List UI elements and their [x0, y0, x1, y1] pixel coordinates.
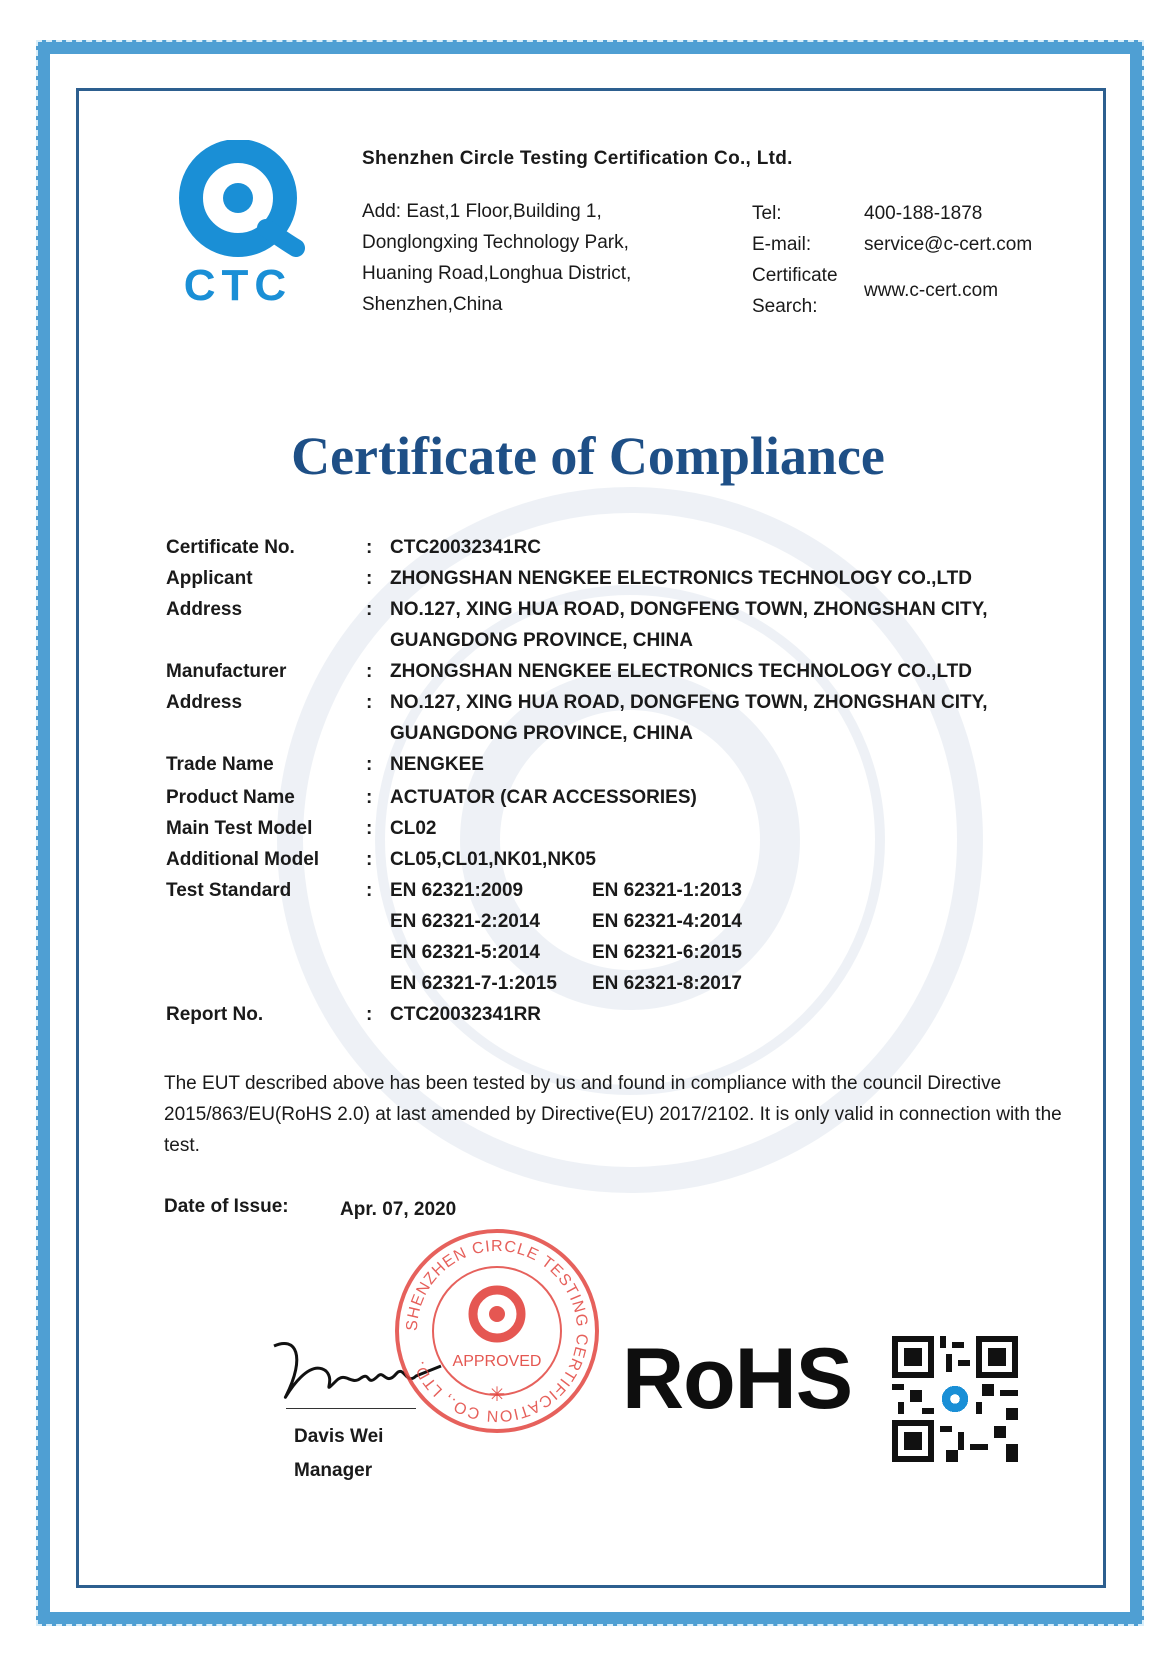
- field-value: ZHONGSHAN NENGKEE ELECTRONICS TECHNOLOGY CO.,LTD: [390, 661, 972, 682]
- field-colon: :: [366, 599, 373, 620]
- svg-text:✳: ✳: [488, 1384, 506, 1406]
- field-label: Product Name: [166, 787, 295, 808]
- field-colon: :: [366, 537, 373, 558]
- contact-labels: [752, 198, 838, 322]
- address-line: Add: East,1 Floor,Building 1,: [362, 201, 602, 222]
- field-value: CL02: [390, 818, 437, 839]
- field-value: NO.127, XING HUA ROAD, DONGFENG TOWN, ZHONGSHAN CITY,: [390, 599, 988, 620]
- seal-text: SHENZHEN CIRCLE TESTING CERTIFICATION CO., LTD.: [403, 1237, 591, 1425]
- company-address: [362, 196, 631, 320]
- seal-approved-text: APPROVED: [452, 1353, 542, 1370]
- field-value: NO.127, XING HUA ROAD, DONGFENG TOWN, ZHONGSHAN CITY,: [390, 692, 988, 713]
- contact-values: [864, 198, 1032, 306]
- email-label: E-mail:: [752, 234, 812, 255]
- field-label: Additional Model: [166, 849, 320, 870]
- field-label: Address: [166, 599, 243, 620]
- test-standard: EN 62321-8:2017: [592, 973, 742, 994]
- approval-seal-icon: [392, 1226, 602, 1436]
- test-standard: EN 62321-4:2014: [592, 911, 742, 932]
- field-colon: :: [366, 692, 373, 713]
- test-standard: EN 62321-7-1:2015: [390, 973, 557, 994]
- signatory-name: Davis Wei: [294, 1426, 384, 1447]
- email-link[interactable]: service@c-cert.com: [864, 234, 1033, 255]
- test-standard: EN 62321-2:2014: [390, 911, 540, 932]
- test-standard: EN 62321:2009: [390, 880, 524, 901]
- ctc-logo-icon: [178, 140, 308, 310]
- compliance-statement: The EUT described above has been tested by us and found in compliance with the council Directive 2015/863/EU(RoHS 2.0) at last amended by Directive(EU) 2017/2102. It is only valid in connection with the test.: [164, 1073, 1062, 1156]
- field-colon: :: [366, 568, 373, 589]
- field-label: Test Standard: [166, 880, 292, 901]
- field-value: CL05,CL01,NK01,NK05: [390, 849, 596, 870]
- field-value-cont: GUANGDONG PROVINCE, CHINA: [390, 630, 693, 651]
- signatory-title: Manager: [294, 1460, 373, 1481]
- date-of-issue-label: Date of Issue:: [164, 1196, 289, 1217]
- field-label: Manufacturer: [166, 661, 287, 682]
- field-colon: :: [366, 849, 373, 870]
- field-colon: :: [366, 880, 373, 901]
- company-name: Shenzhen Circle Testing Certification Co., Ltd.: [362, 148, 793, 169]
- field-value: ACTUATOR (CAR ACCESSORIES): [390, 787, 697, 808]
- address-line: Shenzhen,China: [362, 294, 503, 315]
- certificate-title: Certificate of Compliance: [291, 426, 885, 486]
- field-colon: :: [366, 1004, 373, 1025]
- field-value: ZHONGSHAN NENGKEE ELECTRONICS TECHNOLOGY CO.,LTD: [390, 568, 972, 589]
- field-label: Certificate No.: [166, 537, 295, 558]
- field-colon: :: [366, 754, 373, 775]
- tel-value: 400-188-1878: [864, 203, 983, 224]
- field-value: NENGKEE: [390, 754, 484, 775]
- signatory: [294, 1420, 383, 1488]
- logo-text: CTC: [183, 261, 293, 310]
- rohs-mark: RoHS: [622, 1331, 853, 1427]
- field-label: Applicant: [166, 568, 253, 589]
- field-label: Address: [166, 692, 243, 713]
- tel-label: Tel:: [752, 203, 782, 224]
- address-line: Donglongxing Technology Park,: [362, 232, 629, 253]
- search-label-cont: Search:: [752, 296, 818, 317]
- field-value: CTC20032341RC: [390, 537, 542, 558]
- qr-code-icon[interactable]: [892, 1336, 1018, 1462]
- search-label: Certificate: [752, 265, 838, 286]
- field-label: Trade Name: [166, 754, 274, 775]
- date-of-issue-value: Apr. 07, 2020: [340, 1199, 457, 1220]
- field-value: CTC20032341RR: [390, 1004, 542, 1025]
- field-label: Report No.: [166, 1004, 264, 1025]
- field-colon: :: [366, 787, 373, 808]
- field-value-cont: GUANGDONG PROVINCE, CHINA: [390, 723, 693, 744]
- field-colon: :: [366, 661, 373, 682]
- website-link[interactable]: www.c-cert.com: [864, 280, 999, 301]
- field-colon: :: [366, 818, 373, 839]
- test-standard: EN 62321-1:2013: [592, 880, 742, 901]
- test-standard: EN 62321-6:2015: [592, 942, 742, 963]
- field-label: Main Test Model: [166, 818, 313, 839]
- test-standard: EN 62321-5:2014: [390, 942, 540, 963]
- address-line: Huaning Road,Longhua District,: [362, 263, 632, 284]
